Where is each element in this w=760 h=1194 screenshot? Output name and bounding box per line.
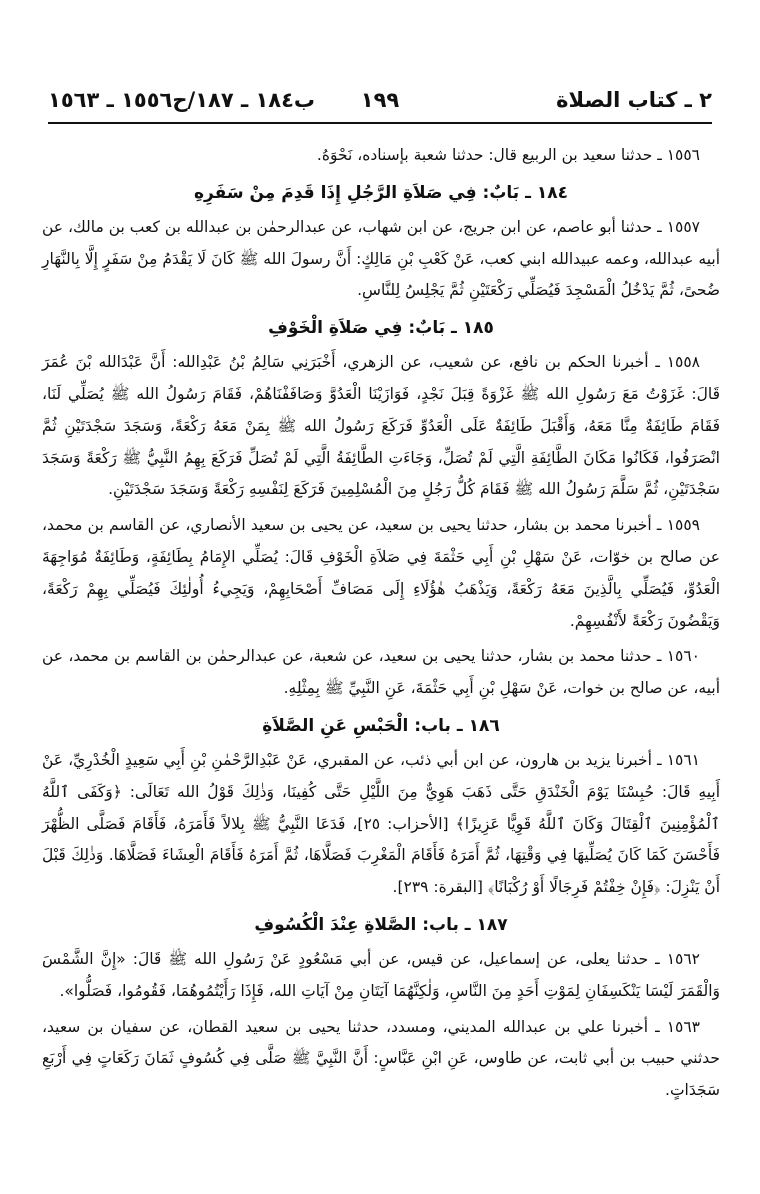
running-header <box>48 88 712 124</box>
hadith-1561: ١٥٦١ ـ أخبرنا يزيد بن هارون، عن ابن أبي ذئب، عن المقبري، عَنْ عَبْدِالرَّحْمٰنِ بْنِ أَبِي سَعِيدٍ الْخُدْرِيِّ، عَنْ أَبِيهِ قَالَ: حُبِسْنَا يَوْمَ الْخَنْدَقِ حَتَّى ذَهَبَ هَوِيٌّ مِنَ اللَّيْلِ حَتَّى كُفِينَا، وَذٰلِكَ قَوْلُ الله تَعَالَى: ﴿وَكَفَى ٱللَّهُ ٱلْمُؤْمِنِينَ ٱلْقِتَالَ وَكَانَ ٱللَّهُ قَوِيًّا عَزِيزًا﴾ [الأحزاب: ٢٥]، فَدَعَا النَّبِيُّ ﷺ بِلالاً فَأَمَرَهُ، فَأَقَامَ فَصَلَّى الظُّهْرَ فَأَحْسَنَ كَمَا كَانَ يُصَلِّيهَا فِي وَقْتِهَا، ثُمَّ أَمَرَهُ فَأَقَامَ الْمَغْرِبَ فَصَلَّاهَا، ثُمَّ أَمَرَهُ فَأَقَامَ الْعِشَاءَ فَصَلَّاهَا. وَذٰلِكَ قَبْلَ أَنْ يَنْزِلَ: ﴿فَإِنْ خِفْتُمْ فَرِجَالًا أَوْ رُكْبَانًا﴾ [البقرة: ٢٣٩]. <box>42 750 720 897</box>
hadith-1558: ١٥٥٨ ـ أخبرنا الحكم بن نافع، عن شعيب، عن الزهري، أَخْبَرَنِي سَالِمُ بْنُ عَبْدِالله: أَنَّ عَبْدَالله بْنَ عُمَرَ قَالَ: غَزَوْتُ مَعَ رَسُولِ الله ﷺ غَزْوَةً قِبَلَ نَجْدٍ، فَوَازَيْنَا الْعَدُوَّ وَصَافَفْنَاهُمْ، فَقَامَ رَسُولُ الله ﷺ يُصَلِّي لَنَا، فَقَامَ طَائِفَةٌ مِنَّا مَعَهُ، وَأَقْبَلَ طَائِفَةٌ عَلَى الْعَدُوِّ فَرَكَعَ رَسُولُ الله ﷺ بِمَنْ مَعَهُ رَكْعَةً، وَسَجَدَ سَجْدَتَيْنِ ثُمَّ انْصَرَفُوا، فَكَانُوا مَكَانَ الطَّائِفَةِ الَّتِي لَمْ تُصَلِّ، وَجَاءَتِ الطَّائِفَةُ الَّتِي لَمْ تُصَلِّ فَرَكَعَ بِهِمُ النَّبِيُّ ﷺ رَكْعَةً وَسَجَدَ سَجْدَتَيْنِ، ثُمَّ سَلَّمَ رَسُولُ الله ﷺ فَقَامَ كُلُّ رَجُلٍ مِنَ الْمُسْلِمِينَ فَرَكَعَ لِنَفْسِهِ رَكْعَةً وَسَجَدَ سَجْدَتَيْنِ. <box>42 353 720 499</box>
page-body <box>42 140 720 1111</box>
section-range: ب١٨٤ ـ ١٨٧/ح١٥٥٦ ـ ١٥٦٣ <box>48 88 316 112</box>
chapter-heading-185: ١٨٥ ـ بَابٌ: فِي صَلاَةِ الْخَوْفِ <box>268 318 494 339</box>
chapter-title: ٢ ـ كتاب الصلاة <box>556 88 712 112</box>
hadith-1563: ١٥٦٣ ـ أخبرنا علي بن عبدالله المديني، ومسدد، حدثنا يحيى بن سعيد القطان، عن سفيان بن سعيد، حدثني حبيب بن أبي ثابت، عن طاوس، عَنِ ابْنِ عَبَّاسٍ: أَنَّ النَّبِيَّ ﷺ صَلَّى فِي كُسُوفٍ ثَمَانَ رَكَعَاتٍ فِي أَرْبَعِ سَجَدَاتٍ. <box>42 1017 720 1100</box>
hadith-1559: ١٥٥٩ ـ أخبرنا محمد بن بشار، حدثنا يحيى بن سعيد، عن يحيى بن سعيد الأنصاري، عن القاسم بن محمد، عن صالح بن خوّات، عَنْ سَهْلِ بْنِ أَبِي حَثْمَةَ فِي صَلاَةِ الْخَوْفِ قَالَ: يُصَلِّي الإِمَامُ بِطَائِفَةٍ، وَطَائِفَةٌ مُوَاجِهَةَ الْعَدُوِّ، فَيُصَلِّي بِالَّذِينَ مَعَهُ رَكْعَةً، وَيَذْهَبُ هٰؤُلَاءِ إِلَى مَصَافِّ أَصْحَابِهِمْ، وَيَجِيءُ أُولٰئِكَ فَيُصَلِّي بِهِمْ رَكْعَةً، وَيَقْضُونَ رَكْعَةً لأَنْفُسِهِمْ. <box>42 516 720 630</box>
hadith-1556: ١٥٥٦ ـ حدثنا سعيد بن الربيع قال: حدثنا شعبة بإسناده، نَحْوَهُ. <box>316 146 700 164</box>
chapter-heading-186: ١٨٦ ـ باب: الْحَبْسِ عَنِ الصَّلاَةِ <box>262 715 500 736</box>
hadith-1557: ١٥٥٧ ـ حدثنا أبو عاصم، عن ابن جريج، عن ابن شهاب، عن عبدالرحمٰن بن عبدالله بن كعب بن مالك، عن أبيه عبدالله، وعمه عبيدالله ابني كعب، عَنْ كَعْبِ بْنِ مَالِكٍ: أَنَّ رسولَ الله ﷺ كَانَ لَا يَقْدَمُ مِنْ سَفَرٍ إِلَّا بِالنَّهَارِ ضُحىً، ثُمَّ يَدْخُلُ الْمَسْجِدَ فَيُصَلِّي رَكْعَتَيْنِ ثُمَّ يَجْلِسُ لِلنَّاسِ. <box>42 217 720 300</box>
hadith-1562: ١٥٦٢ ـ حدثنا يعلى، عن إسماعيل، عن قيس، عن أبي مَسْعُودٍ عَنْ رَسُولِ الله ﷺ قَالَ: «إِنَّ الشَّمْسَ وَالْقَمَرَ لَيْسَا يَنْكَسِفَانِ لِمَوْتِ أَحَدٍ مِنَ النَّاسِ، وَلٰكِنَّهُمَا آيَتَانِ مِنْ آيَاتِ الله، فَإِذَا رَأَيْتُمُوهُمَا، فَقُومُوا، فَصَلُّوا». <box>42 949 720 1000</box>
hadith-1560: ١٥٦٠ ـ حدثنا محمد بن بشار، حدثنا يحيى بن سعيد، عن شعبة، عن عبدالرحمٰن بن القاسم بن محمد، عن أبيه، عن صالح بن خوات، عَنْ سَهْلِ بْنِ أَبِي حَثْمَةَ، عَنِ النَّبِيِّ ﷺ بِمِثْلِهِ. <box>42 647 720 698</box>
page-number: ١٩٩ <box>360 88 400 112</box>
chapter-heading-184: ١٨٤ ـ بَابٌ: فِي صَلاَةِ الرَّجُلِ إِذَا قَدِمَ مِنْ سَفَرِهِ <box>194 182 568 203</box>
chapter-heading-187: ١٨٧ ـ باب: الصَّلاةِ عِنْدَ الْكُسُوفِ <box>254 914 508 935</box>
